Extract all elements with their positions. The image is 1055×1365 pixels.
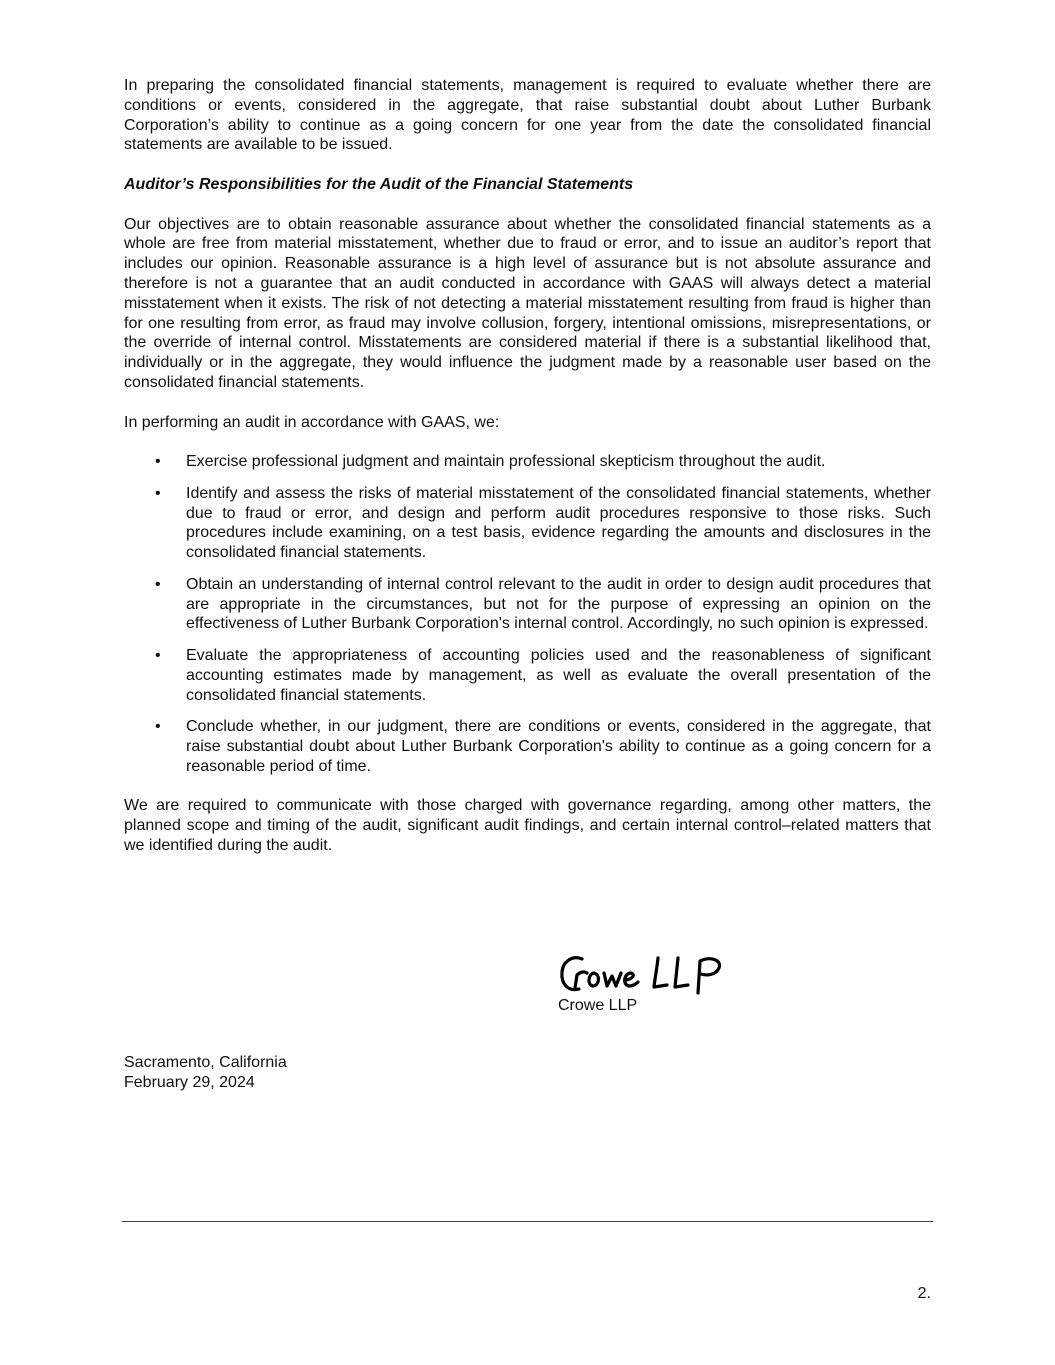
bullet-icon: •: [155, 453, 161, 471]
list-intro-paragraph: In performing an audit in accordance with GAAS, we:: [124, 413, 500, 431]
handwritten-signature: [558, 950, 748, 998]
procedures-list: [124, 452, 931, 776]
bullet-icon: •: [155, 484, 161, 502]
list-item: [124, 452, 931, 472]
list-item-text: Identify and assess the risks of material misstatement of the consolidated financial statements, whether due to fraud or error, and design and perform audit procedures responsive to those risks. Such procedures include examining, on a test basis, evidence regarding the amounts and disclosures in the consolidated financial statements.: [186, 484, 931, 562]
firm-name: Crowe LLP: [558, 997, 638, 1014]
list-item-text: Exercise professional judgment and maintain professional skepticism throughout the audit.: [186, 453, 826, 471]
communication-paragraph: We are required to communicate with those charged with governance regarding, among other matters, the planned scope and timing of the audit, significant audit findings, and certain internal control–related matters that we identified during the audit.: [124, 797, 931, 854]
page-number: 2.: [917, 1285, 931, 1302]
objectives-paragraph: Our objectives are to obtain reasonable assurance about whether the consolidated financial statements as a whole are free from material misstatement, whether due to fraud or error, and to issue an auditor’s report that includes our opinion. Reasonable assurance is a high level of assurance but is not absolute assurance and therefore is not a guarantee that an audit conducted in accordance with GAAS will always detect a material misstatement when it exists. The risk of not detecting a material misstatement resulting from fraud is higher than for one resulting from error, as fraud may involve collusion, forgery, intentional omissions, misrepresentations, or the override of internal control. Misstatements are considered material if there is a substantial likelihood that, individually or in the aggregate, they would influence the judgment made by a reasonable user based on the consolidated financial statements.: [124, 215, 931, 391]
section-heading: Auditor’s Responsibilities for the Audit of the Financial Statements: [124, 175, 634, 193]
report-date: February 29, 2024: [124, 1073, 255, 1091]
list-item: [124, 717, 931, 776]
list-item: [124, 646, 931, 705]
report-location: Sacramento, California: [124, 1054, 287, 1071]
signature-block: [558, 950, 748, 1016]
bullet-icon: •: [155, 718, 161, 736]
list-item-text: Conclude whether, in our judgment, there are conditions or events, considered in the aggregate, that raise substantial doubt about Luther Burbank Corporation's ability to continue as a going concern for a reasonable period of time.: [186, 718, 931, 775]
list-item: [124, 575, 931, 634]
list-item-text: Obtain an understanding of internal control relevant to the audit in order to design audit procedures that are appropriate in the circumstances, but not for the purpose of expressing an opinion on the effectiveness of Luther Burbank Corporation's internal control. Accordingly, no such opinion is expressed.: [186, 575, 931, 633]
bullet-icon: •: [155, 646, 161, 664]
list-item-text: Evaluate the appropriateness of accounting policies used and the reasonableness of significant accounting estimates made by management, as well as evaluate the overall presentation of the consolidated financial statements.: [186, 646, 931, 704]
report-body: [124, 76, 931, 875]
footer-divider: [122, 1221, 933, 1222]
list-item: [124, 484, 931, 563]
location-and-date: [124, 1053, 287, 1093]
going-concern-paragraph: In preparing the consolidated financial statements, management is required to evaluate whether there are conditions or events, considered in the aggregate, that raise substantial doubt about Luther Burbank Corporation’s ability to continue as a going concern for one year from the date the consolidated financial statements are available to be issued.: [124, 77, 931, 154]
bullet-icon: •: [155, 575, 161, 593]
